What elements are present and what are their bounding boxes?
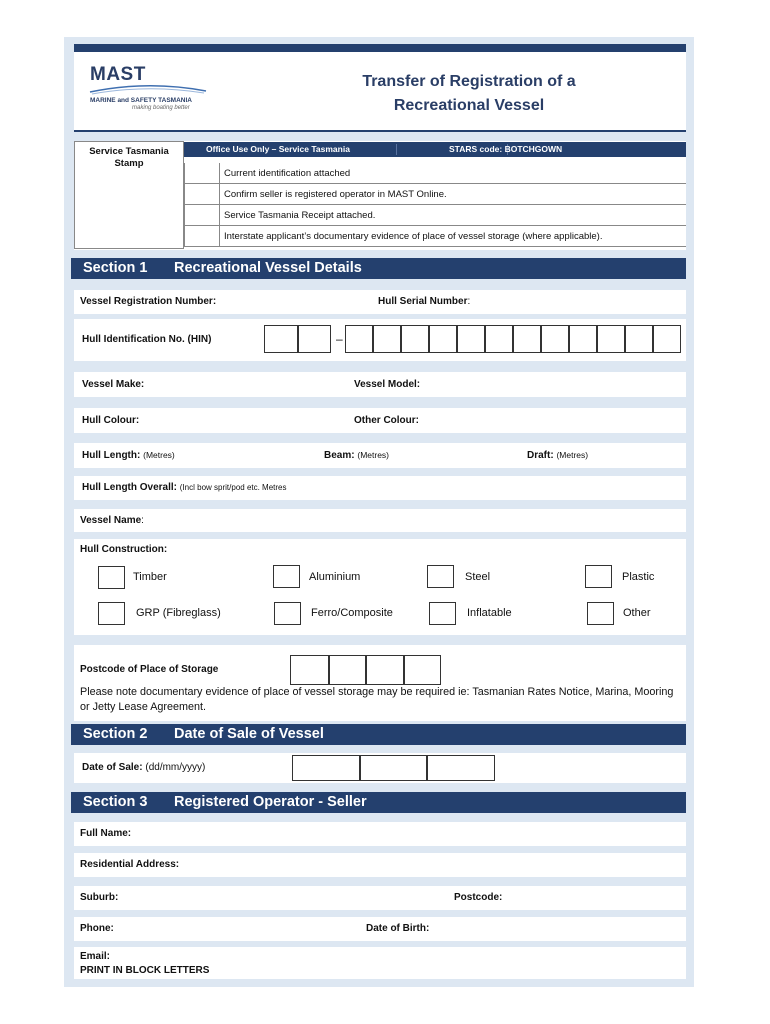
stars-code: STARS code: BOTCHGOWN — [449, 144, 563, 154]
email-row — [74, 947, 686, 979]
form-header — [74, 52, 686, 132]
hin-box[interactable] — [569, 325, 597, 353]
aluminium-checkbox[interactable] — [273, 565, 300, 588]
postcode-storage-label: Postcode of Place of Storage — [80, 664, 219, 675]
hin-box[interactable] — [625, 325, 653, 353]
colour-row — [74, 408, 686, 433]
hin-box[interactable] — [457, 325, 485, 353]
block-letters-note: PRINT IN BLOCK LETTERS — [80, 965, 210, 976]
draft-text: Draft: — [527, 450, 554, 461]
section-number: Section 1 — [83, 260, 148, 276]
checklist-row — [184, 184, 686, 205]
grp-label: GRP (Fibreglass) — [136, 607, 221, 619]
suburb-row — [74, 886, 686, 910]
form-title-line1: Transfer of Registration of a — [362, 73, 576, 90]
timber-label: Timber — [133, 571, 167, 583]
hin-label: Hull Identification No. (HIN) — [82, 334, 212, 345]
checklist-text: Current identification attached — [224, 168, 351, 179]
suburb-label: Suburb: — [80, 892, 119, 903]
hin-row — [74, 319, 686, 361]
steel-label: Steel — [465, 571, 491, 583]
draft-label — [527, 450, 588, 461]
hin-dash: – — [336, 332, 343, 346]
checklist-checkbox[interactable] — [184, 184, 220, 204]
section-title: Date of Sale of Vessel — [174, 726, 324, 742]
checklist-text: Service Tasmania Receipt attached. — [224, 210, 376, 221]
hull-length-text: Hull Length: — [82, 450, 141, 461]
office-use-label: Office Use Only – Service Tasmania — [206, 144, 350, 154]
storage-postcode-box[interactable] — [290, 655, 329, 685]
vessel-make-label: Vessel Make: — [82, 379, 145, 390]
hull-colour-label: Hull Colour: — [82, 415, 140, 426]
email-label: Email: — [80, 951, 111, 962]
checklist-checkbox[interactable] — [184, 226, 220, 246]
date-of-sale-row — [74, 753, 686, 783]
section-1-header — [71, 258, 686, 279]
section-title: Recreational Vessel Details — [174, 260, 362, 276]
dimensions-row — [74, 443, 686, 468]
checklist-row — [184, 163, 686, 184]
hull-serial-label — [378, 296, 470, 307]
checklist-text: Confirm seller is registered operator in MAST Online. — [224, 189, 447, 200]
checklist-row — [184, 205, 686, 226]
checklist-checkbox[interactable] — [184, 163, 220, 183]
residential-address-label: Residential Address: — [80, 859, 180, 870]
inflatable-label: Inflatable — [467, 607, 512, 619]
logo-tagline: making boating better — [132, 105, 190, 111]
plastic-label: Plastic — [622, 571, 655, 583]
hin-box[interactable] — [401, 325, 429, 353]
mast-logo: MAST — [90, 64, 146, 85]
storage-postcode-box[interactable] — [404, 655, 441, 685]
checklist-row — [184, 226, 686, 247]
hull-length-label — [82, 450, 175, 461]
form-title-line2: Recreational Vessel — [393, 97, 545, 114]
section-number: Section 2 — [83, 726, 148, 742]
hin-box[interactable] — [513, 325, 541, 353]
storage-row — [74, 645, 686, 721]
unit-metres: (Metres) — [143, 450, 175, 460]
vessel-reg-row — [74, 290, 686, 314]
phone-row — [74, 917, 686, 941]
unit-metres: (Metres) — [556, 450, 589, 460]
hull-construction-row — [74, 539, 686, 635]
beam-text: Beam: — [324, 450, 355, 461]
hull-serial-colon: : — [467, 296, 471, 307]
section-title: Registered Operator - Seller — [174, 794, 367, 810]
date-year-box[interactable] — [427, 755, 495, 781]
checklist-checkbox[interactable] — [184, 205, 220, 225]
stamp-cell: Service Tasmania Stamp — [74, 141, 184, 249]
office-use-table — [74, 141, 686, 250]
postcode-label: Postcode: — [454, 892, 503, 903]
date-of-birth-label: Date of Birth: — [366, 923, 430, 934]
vessel-model-label: Vessel Model: — [354, 379, 421, 390]
timber-checkbox[interactable] — [98, 566, 125, 589]
full-name-row — [74, 822, 686, 846]
inflatable-checkbox[interactable] — [429, 602, 456, 625]
logo-subtitle: MARINE and SAFETY TASMANIA — [90, 97, 192, 104]
ferro-composite-label: Ferro/Composite — [311, 607, 393, 619]
date-day-box[interactable] — [292, 755, 360, 781]
hin-box[interactable] — [485, 325, 513, 353]
plastic-checkbox[interactable] — [585, 565, 612, 588]
checklist-text: Interstate applicant’s documentary evidence of place of vessel storage (where applicable). — [224, 231, 603, 242]
length-overall-text: Hull Length Overall: — [82, 482, 178, 493]
grp-checkbox[interactable] — [98, 602, 125, 625]
length-overall-note: (Incl bow sprit/pod etc. Metres — [179, 483, 287, 492]
hin-box[interactable] — [541, 325, 569, 353]
hin-box[interactable] — [264, 325, 298, 353]
hin-box[interactable] — [345, 325, 373, 353]
length-overall-row — [74, 476, 686, 500]
hin-box[interactable] — [373, 325, 401, 353]
vessel-name-label — [80, 515, 144, 526]
date-format-hint: (dd/mm/yyyy) — [145, 762, 206, 773]
vessel-name-colon: : — [141, 515, 144, 526]
header-top-bar — [74, 44, 686, 52]
beam-label — [324, 450, 389, 461]
address-row — [74, 853, 686, 877]
steel-checkbox[interactable] — [427, 565, 454, 588]
vessel-reg-label: Vessel Registration Number: — [80, 296, 217, 307]
full-name-label: Full Name: — [80, 828, 132, 839]
date-month-box[interactable] — [360, 755, 427, 781]
section-number: Section 3 — [83, 794, 148, 810]
section-2-header — [71, 724, 686, 745]
date-of-sale-label — [82, 762, 205, 773]
aluminium-label: Aluminium — [309, 571, 361, 583]
vessel-name-row — [74, 509, 686, 532]
hin-box[interactable] — [653, 325, 681, 353]
hull-construction-label: Hull Construction: — [80, 544, 168, 555]
vessel-name-text: Vessel Name — [80, 515, 142, 526]
hin-box[interactable] — [429, 325, 457, 353]
hin-box[interactable] — [597, 325, 625, 353]
office-use-header — [184, 142, 686, 157]
storage-note: Please note documentary evidence of place of vessel storage may be required ie: Tasmanian Rates Notice, Marina, Mooring or Jetty Lease Agreement. — [80, 686, 674, 713]
logo-swoosh-icon — [88, 82, 208, 96]
storage-postcode-box[interactable] — [366, 655, 404, 685]
header-divider — [396, 144, 397, 155]
length-overall-label — [82, 482, 287, 493]
date-of-sale-text: Date of Sale: — [82, 762, 143, 773]
ferro-composite-checkbox[interactable] — [274, 602, 301, 625]
storage-postcode-box[interactable] — [329, 655, 366, 685]
make-model-row — [74, 372, 686, 397]
section-3-header — [71, 792, 686, 813]
other-label: Other — [623, 607, 651, 619]
hull-serial-text: Hull Serial Number — [378, 296, 468, 307]
form-title — [324, 70, 614, 118]
other-checkbox[interactable] — [587, 602, 614, 625]
hin-box[interactable] — [298, 325, 331, 353]
phone-label: Phone: — [80, 923, 114, 934]
other-colour-label: Other Colour: — [354, 415, 419, 426]
unit-metres: (Metres) — [357, 450, 389, 460]
